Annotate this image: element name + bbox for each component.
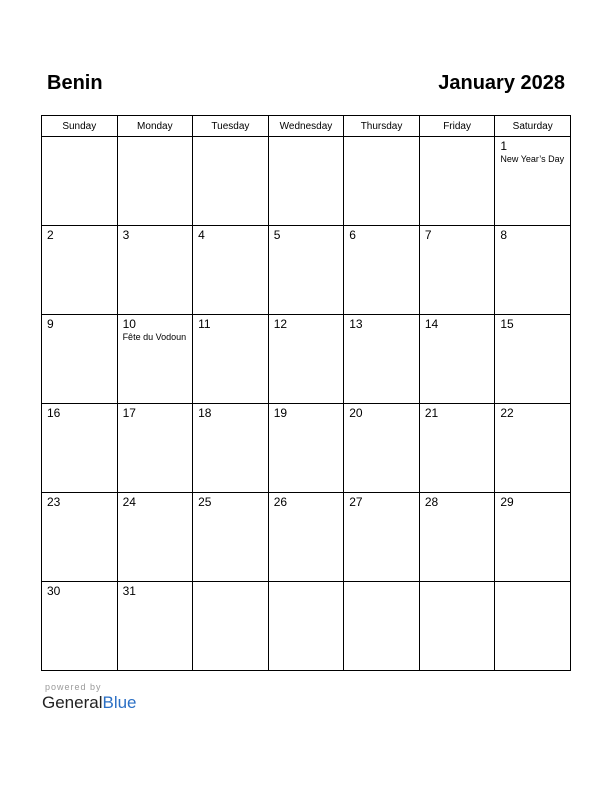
powered-by-text: powered by (45, 682, 102, 692)
day-number (420, 582, 495, 585)
day-number: 29 (500, 495, 514, 509)
day-cell (495, 137, 571, 226)
day-cell (344, 493, 420, 582)
day-cell (117, 226, 193, 315)
weekday-header-row (42, 116, 571, 137)
day-cell (344, 226, 420, 315)
day-cell (268, 226, 344, 315)
day-cell (419, 315, 495, 404)
day-number: 25 (198, 495, 212, 509)
day-cell (117, 137, 193, 226)
day-number: 23 (47, 495, 61, 509)
day-cell (42, 226, 118, 315)
day-number: 1 (500, 139, 508, 153)
day-cell (42, 315, 118, 404)
weekday-header: Wednesday (268, 116, 344, 137)
day-cell (42, 137, 118, 226)
day-number: 30 (47, 584, 61, 598)
week-row (42, 493, 571, 582)
day-number (420, 137, 495, 140)
day-number: 21 (424, 406, 439, 420)
day-cell (193, 226, 269, 315)
day-cell (42, 404, 118, 493)
day-number: 9 (47, 317, 54, 331)
day-number: 12 (273, 317, 288, 331)
country-title: Benin (47, 72, 103, 94)
calendar-grid (41, 115, 571, 671)
day-cell (344, 315, 420, 404)
day-number (344, 137, 419, 140)
day-number: 27 (349, 495, 363, 509)
day-cell (268, 582, 344, 671)
day-cell (344, 582, 420, 671)
day-number: 26 (273, 495, 288, 509)
day-number (269, 582, 344, 585)
day-cell (495, 493, 571, 582)
day-number (118, 137, 193, 140)
day-cell (419, 582, 495, 671)
calendar-header (42, 72, 570, 98)
day-cell (117, 493, 193, 582)
day-number: 13 (349, 317, 363, 331)
generalblue-logo[interactable] (42, 693, 137, 713)
day-cell (42, 493, 118, 582)
month-year-title: January 2028 (438, 72, 565, 94)
day-number (193, 137, 268, 140)
day-number: 5 (273, 228, 281, 242)
day-number: 3 (122, 228, 130, 242)
day-number (269, 137, 344, 140)
day-number: 4 (198, 228, 205, 242)
day-cell (268, 137, 344, 226)
day-number: 2 (47, 228, 54, 242)
week-row (42, 582, 571, 671)
day-cell (193, 315, 269, 404)
day-number: 19 (273, 406, 288, 420)
day-cell (268, 493, 344, 582)
day-cell (193, 137, 269, 226)
day-number: 11 (198, 317, 211, 331)
day-number: 6 (349, 228, 356, 242)
day-cell (193, 582, 269, 671)
brand-text-blue: Blue (102, 693, 137, 712)
day-number: 8 (500, 228, 508, 242)
day-number (42, 137, 117, 140)
day-number (495, 582, 570, 585)
day-number: 20 (349, 406, 363, 420)
day-cell (42, 582, 118, 671)
day-number: 17 (122, 406, 136, 420)
holiday-label: New Year’s Day (500, 154, 565, 164)
brand-text-general: General (42, 693, 103, 712)
day-cell (268, 404, 344, 493)
day-number: 22 (500, 406, 514, 420)
day-number: 24 (122, 495, 136, 509)
weekday-header: Tuesday (193, 116, 269, 137)
weekday-header: Sunday (42, 116, 118, 137)
day-cell (419, 226, 495, 315)
day-cell (419, 493, 495, 582)
day-cell (268, 315, 344, 404)
day-cell (117, 582, 193, 671)
day-cell (117, 404, 193, 493)
day-number: 18 (198, 406, 212, 420)
day-number: 14 (424, 317, 439, 331)
holiday-label: Fête du Vodoun (122, 332, 187, 342)
day-number (344, 582, 419, 585)
day-number (193, 582, 268, 585)
day-number: 28 (424, 495, 439, 509)
week-row (42, 315, 571, 404)
week-row (42, 404, 571, 493)
footer (42, 682, 137, 713)
day-number: 16 (47, 406, 61, 420)
day-number: 10 (122, 317, 136, 331)
weekday-header: Saturday (495, 116, 571, 137)
weekday-header: Monday (117, 116, 193, 137)
day-cell (495, 315, 571, 404)
day-cell (193, 404, 269, 493)
day-cell (193, 493, 269, 582)
day-cell (419, 137, 495, 226)
day-cell (117, 315, 193, 404)
day-number: 31 (122, 584, 136, 598)
day-cell (495, 582, 571, 671)
day-cell (495, 226, 571, 315)
day-cell (419, 404, 495, 493)
week-row (42, 137, 571, 226)
weekday-header: Friday (419, 116, 495, 137)
day-cell (344, 404, 420, 493)
weekday-header: Thursday (344, 116, 420, 137)
day-number: 15 (500, 317, 514, 331)
day-cell (344, 137, 420, 226)
week-row (42, 226, 571, 315)
day-cell (495, 404, 571, 493)
day-number: 7 (424, 228, 432, 242)
